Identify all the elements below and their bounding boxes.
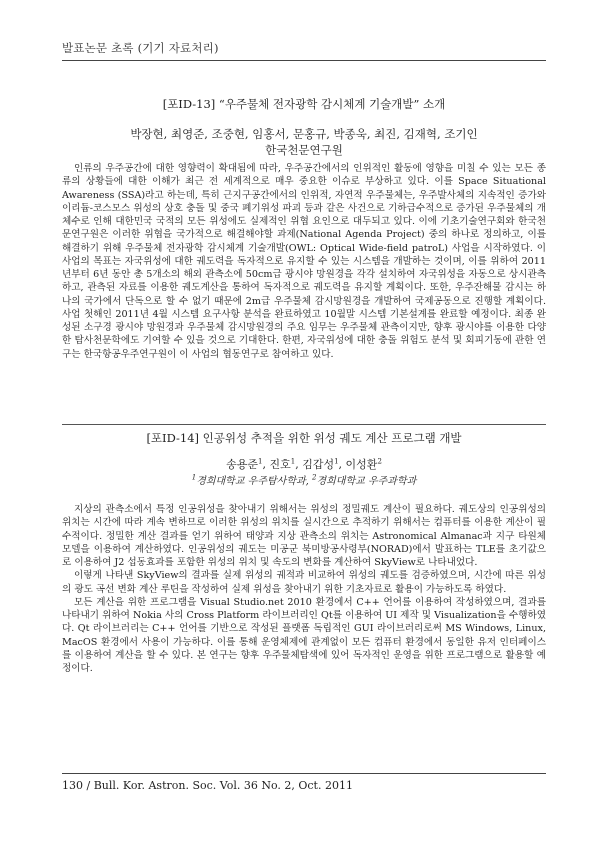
footer-divider [62,773,546,774]
article1-authors: 박장현, 최영준, 조중현, 임홍서, 문홍규, 박종욱, 최진, 김재혁, 조기인 [130,127,478,141]
article1-body [62,162,546,361]
article-divider [62,424,546,425]
page-footer: 130 / Bull. Kor. Astron. Soc. Vol. 36 No. 2, Oct. 2011 [62,779,353,792]
author-name: 이성환 [345,458,378,471]
author-sup: 1 [290,457,296,466]
article1-paragraph: 인류의 우주공간에 대한 영향력이 확대됨에 따라, 우주공간에서의 인위적인 활동에 영향을 미칠 수 있는 모든 종류의 상황들에 대한 이해가 최근 전 세계적으로 매우 중요한 이슈로 부상하고 있다. 이를 Space Situational Awareness (SSA)라고 하는데, 특히 근지구공간에서의 인위적, 자연적 우주물체는, 우주발사체의 지속적인 증가와 이리듐-코스모스 위성의 상호 충돌 및 중국 폐기위성 파괴 등과 같은 사건으로 기하급수적으로 증가된 우주물체의 개체수로 인해 대한민국 국적의 모든 위성에도 실제적인 위협 요인으로 대두되고 있다. 이에 기초기술연구회와 한국천문연구원은 이러한 위협을 국가적으로 해결해야할 과제(National Agenda Project) 중의 하나로 정의하고, 이를 해결하기 위해 우주물체 전자광학 감시체계 기술개발(OWL: Optical Wide-field patroL) 사업을 시작하였다. 이 사업의 목표는 자국위성에 대한 궤도력을 독자적으로 유지할 수 있는 시스템을 개발하는 것이며, 이를 위하여 2011년부터 6년 동안 총 5개소의 해외 관측소에 50cm급 광시야 망원경을 각각 설치하여 자국위성을 자동으로 상시관측하고, 관측된 자료를 이용한 궤도계산을 통하여 독자적으로 궤도력을 유지할 계획이다. 또한, 우주잔해물 감시는 하나의 국가에서 단독으로 할 수 없기 때문에 2m급 우주물체 감시망원경을 개발하여 국제공동으로 진행할 계획이다. 사업 첫해인 2011년 4월 시스템 요구사항 분석을 완료하였고 10월말 시스템 기본설계를 완료할 예정이다. 최종 완성된 소구경 광시야 망원경과 우주물체 감시망원경의 주요 임무는 우주물체 관측이지만, 향후 광시야를 이용한 다양한 탐사천문학에도 기여할 수 있을 것으로 기대한다. 한편, 자국위성에 대한 충돌 위험도 분석 및 회피기동에 관한 연구는 한국항공우주연구원이 이 사업의 협동연구로 참여하고 있다. [62,163,546,360]
affiliation-sup: 1 [191,473,197,482]
affiliation-text: 경희대학교 우주탐사학과 [196,476,306,487]
author-name: 김갑성 [302,458,335,471]
author-sup: 1 [257,457,263,466]
author-sup: 2 [377,457,382,466]
article2-paragraph: 모든 계산을 위한 프로그램을 Visual Studio.net 2010 환경에서 C++ 언어를 이용하여 작성하였으며, 결과를 나타내기 위하여 Nokia 사의 Cross Platform 라이브러리인 Qt를 이용하여 UI 제작 및 Visualization을 수행하였다. Qt 라이브러리는 C++ 언어를 기반으로 작성된 플랫폼 독립적인 GUI 라이브러리로써 MS Windows, Linux, MacOS 환경에서 사용이 가능하다. 이를 통해 운영체제에 관계없이 모든 컴퓨터 환경에서 동일한 유저 인터페이스를 이용하여 계산을 할 수 있다. 본 연구는 향후 우주물체탐색에 있어 독자적인 운영을 위한 프로그램으로 활용할 예정이다. [62,596,546,674]
article2-body [62,503,546,675]
author-sup: 1 [334,457,339,466]
article1-byline [62,126,546,158]
author-name: 송용준 [226,458,258,471]
affiliation-text: 경희대학교 우주과학과 [316,476,417,487]
author-name: 진호 [269,458,291,471]
article2-paragraph: 이렇게 나타낸 SkyView의 결과를 실제 위성의 궤적과 비교하여 위성의 궤도를 검증하였으며, 시간에 따른 위성의 광도 곡선 변화 계산 루틴을 작성하여 실제 위성을 찾아내기 위한 기초자료로 활용이 가능하도록 하였다. [62,570,546,595]
article2-authors: 송용준$^1$, 진호$^1$, 김갑성$^1$, 이성환$^2$ [226,457,382,471]
header-divider [62,60,546,61]
article1-affiliation: 한국천문연구원 [265,143,343,157]
article2-title: [포ID-14] 인공위성 추적을 위한 위성 궤도 계산 프로그램 개발 [146,431,462,445]
article2-paragraph: 지상의 관측소에서 특정 인공위성을 찾아내기 위해서는 위성의 정밀궤도 계산이 필요하다. 궤도상의 인공위성의 위치는 시간에 따라 계속 변하므로 이러한 위성의 위치를 실시간으로 추적하기 위해서는 컴퓨터를 이용한 계산이 필수적이다. 정밀한 계산 결과를 얻기 위하여 태양과 지상 관측소의 위치는 Astronomical Almanac과 지구 타원체 모델을 이용하여 계산하였다. 인공위성의 궤도는 미공군 북미방공사령부(NORAD)에서 발표하는 TLE를 초기값으로 이용하여 J2 섭동효과를 포함한 위성의 위치 및 속도의 변화를 계산하여 SkyView로 나타내었다. [62,504,546,568]
article1-title: [포ID-13] “우주물체 전자광학 감시체계 기술개발” 소개 [162,97,446,111]
running-header: 발표논문 초록 (기기 자료처리) [62,41,219,55]
affiliation-sup: 2 [312,473,317,482]
article2-affiliations: $^1$경희대학교 우주탐사학과, $^2$경희대학교 우주과학과 [191,473,417,487]
